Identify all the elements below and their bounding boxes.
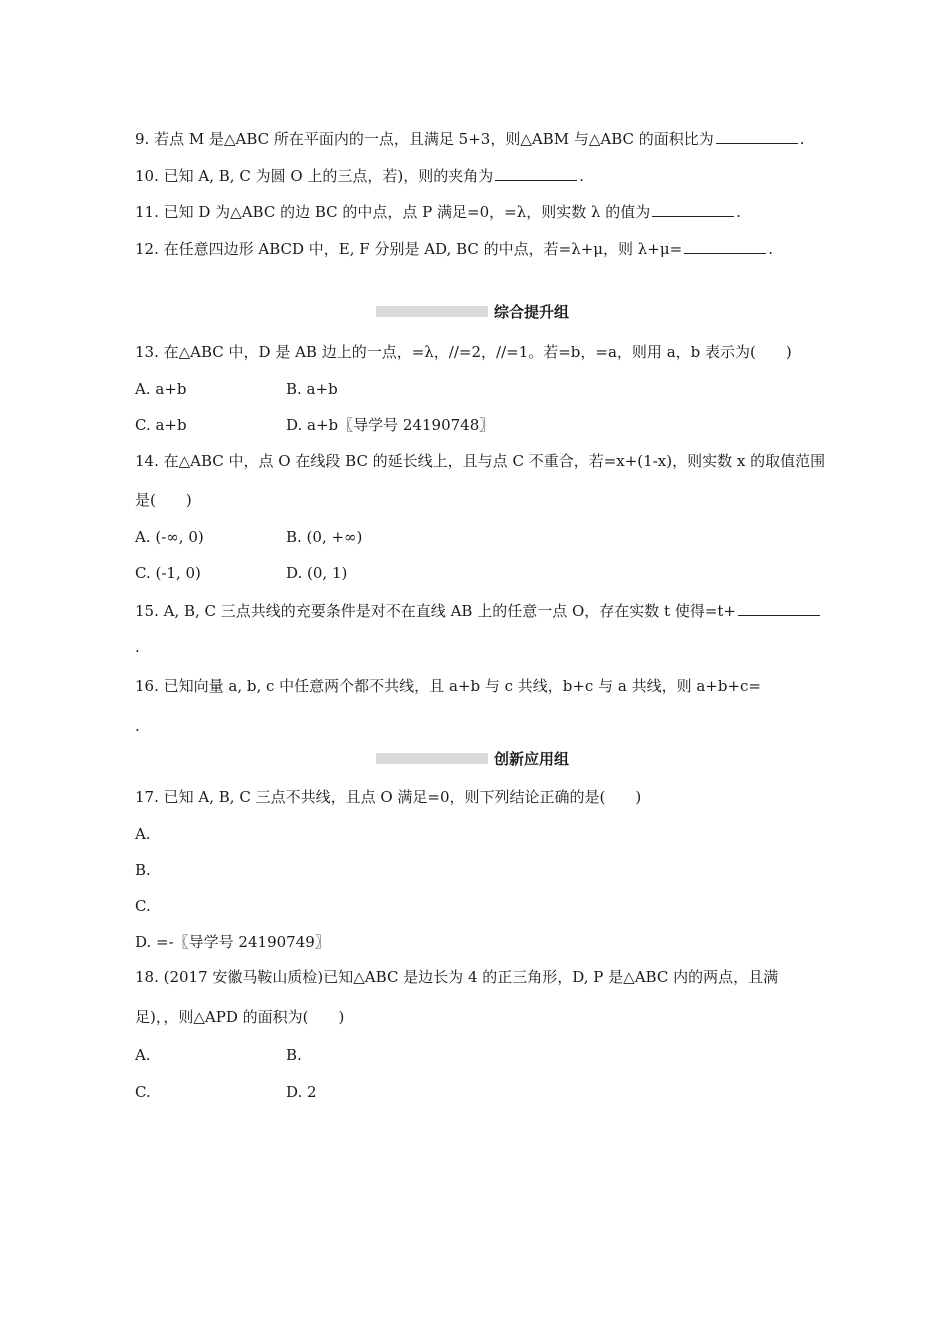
question-16-text: 16. 已知向量 a, b, c 中任意两个都不共线，且 a+b 与 c 共线，b+c 与 a 共线，则 a+b+c= xyxy=(135,677,762,695)
section-title: 综合提升组 xyxy=(494,303,570,321)
question-10 xyxy=(135,165,584,186)
question-14-line-1: 14. 在△ABC 中，点 O 在线段 BC 的延长线上，且与点 C 不重合，若=x+(1-x)，则实数 x 的取值范围 xyxy=(135,452,826,470)
question-17: 17. 已知 A, B, C 三点不共线，且点 O 满足=0，则下列结论正确的是( ) xyxy=(135,788,642,806)
option-14-a[interactable]: A. (-∞, 0) xyxy=(135,528,204,546)
option-17-d[interactable]: D. =-〖导学号 24190749〗 xyxy=(135,933,330,951)
section-bar xyxy=(376,753,488,764)
question-11-text: 11. 已知 D 为△ABC 的边 BC 的中点，点 P 满足=0，=λ，则实数 λ 的值为 xyxy=(135,203,651,221)
question-11-end: . xyxy=(736,203,742,221)
option-18-c[interactable]: C. xyxy=(135,1083,151,1101)
question-10-text: 10. 已知 A, B, C 为圆 O 上的三点，若)，则的夹角为 xyxy=(135,167,494,185)
answer-blank-12[interactable] xyxy=(684,238,766,254)
question-13-text: 13. 在△ABC 中，D 是 AB 边上的一点，=λ，//=2，//=1。若=b，=a，则用 a，b 表示为( ) xyxy=(135,343,792,361)
question-9-end: . xyxy=(799,130,805,148)
question-9-text: 9. 若点 M 是△ABC 所在平面内的一点，且满足 5+3，则△ABM 与△ABC 的面积比为 xyxy=(135,130,714,148)
question-15-end: . xyxy=(135,638,140,656)
question-11 xyxy=(135,201,741,222)
question-12-text: 12. 在任意四边形 ABCD 中，E, F 分别是 AD, BC 的中点，若=λ+μ，则 λ+μ= xyxy=(135,240,683,258)
option-13-b[interactable]: B. a+b xyxy=(286,380,338,398)
option-14-b[interactable]: B. (0, +∞) xyxy=(286,528,363,546)
question-16-end: . xyxy=(135,717,140,735)
section-heading-comprehensive xyxy=(376,301,569,322)
answer-blank-15[interactable] xyxy=(738,600,820,616)
question-15 xyxy=(135,600,822,621)
section-heading-innovation xyxy=(376,748,569,769)
option-13-c[interactable]: C. a+b xyxy=(135,416,187,434)
question-14-line-2: 是( ) xyxy=(135,491,192,509)
section-bar xyxy=(376,306,488,317)
question-10-end: . xyxy=(579,167,585,185)
option-13-d[interactable]: D. a+b〖导学号 24190748〗 xyxy=(286,416,495,434)
answer-blank-9[interactable] xyxy=(716,128,798,144)
answer-blank-11[interactable] xyxy=(652,201,734,217)
question-12-end: . xyxy=(768,240,773,258)
question-13 xyxy=(135,342,792,362)
option-18-d[interactable]: D. 2 xyxy=(286,1083,317,1101)
option-17-b[interactable]: B. xyxy=(135,861,151,879)
answer-blank-10[interactable] xyxy=(495,165,577,181)
section-title: 创新应用组 xyxy=(494,750,570,768)
question-18-line-2: 足)，，则△APD 的面积为( ) xyxy=(135,1008,345,1026)
option-17-c[interactable]: C. xyxy=(135,897,151,915)
option-13-a[interactable]: A. a+b xyxy=(135,380,187,398)
option-17-a[interactable]: A. xyxy=(135,825,151,843)
question-12 xyxy=(135,238,773,259)
question-15-text: 15. A, B, C 三点共线的充要条件是对不在直线 AB 上的任意一点 O，存在实数 t 使得=t+ xyxy=(135,602,736,620)
option-14-c[interactable]: C. (-1, 0) xyxy=(135,564,201,582)
option-18-a[interactable]: A. xyxy=(135,1046,151,1064)
option-18-b[interactable]: B. xyxy=(286,1046,302,1064)
question-18-line-1: 18. (2017 安徽马鞍山质检)已知△ABC 是边长为 4 的正三角形，D, P 是△ABC 内的两点，且满 xyxy=(135,968,779,986)
question-9 xyxy=(135,128,805,149)
option-14-d[interactable]: D. (0, 1) xyxy=(286,564,348,582)
question-16 xyxy=(135,676,761,696)
